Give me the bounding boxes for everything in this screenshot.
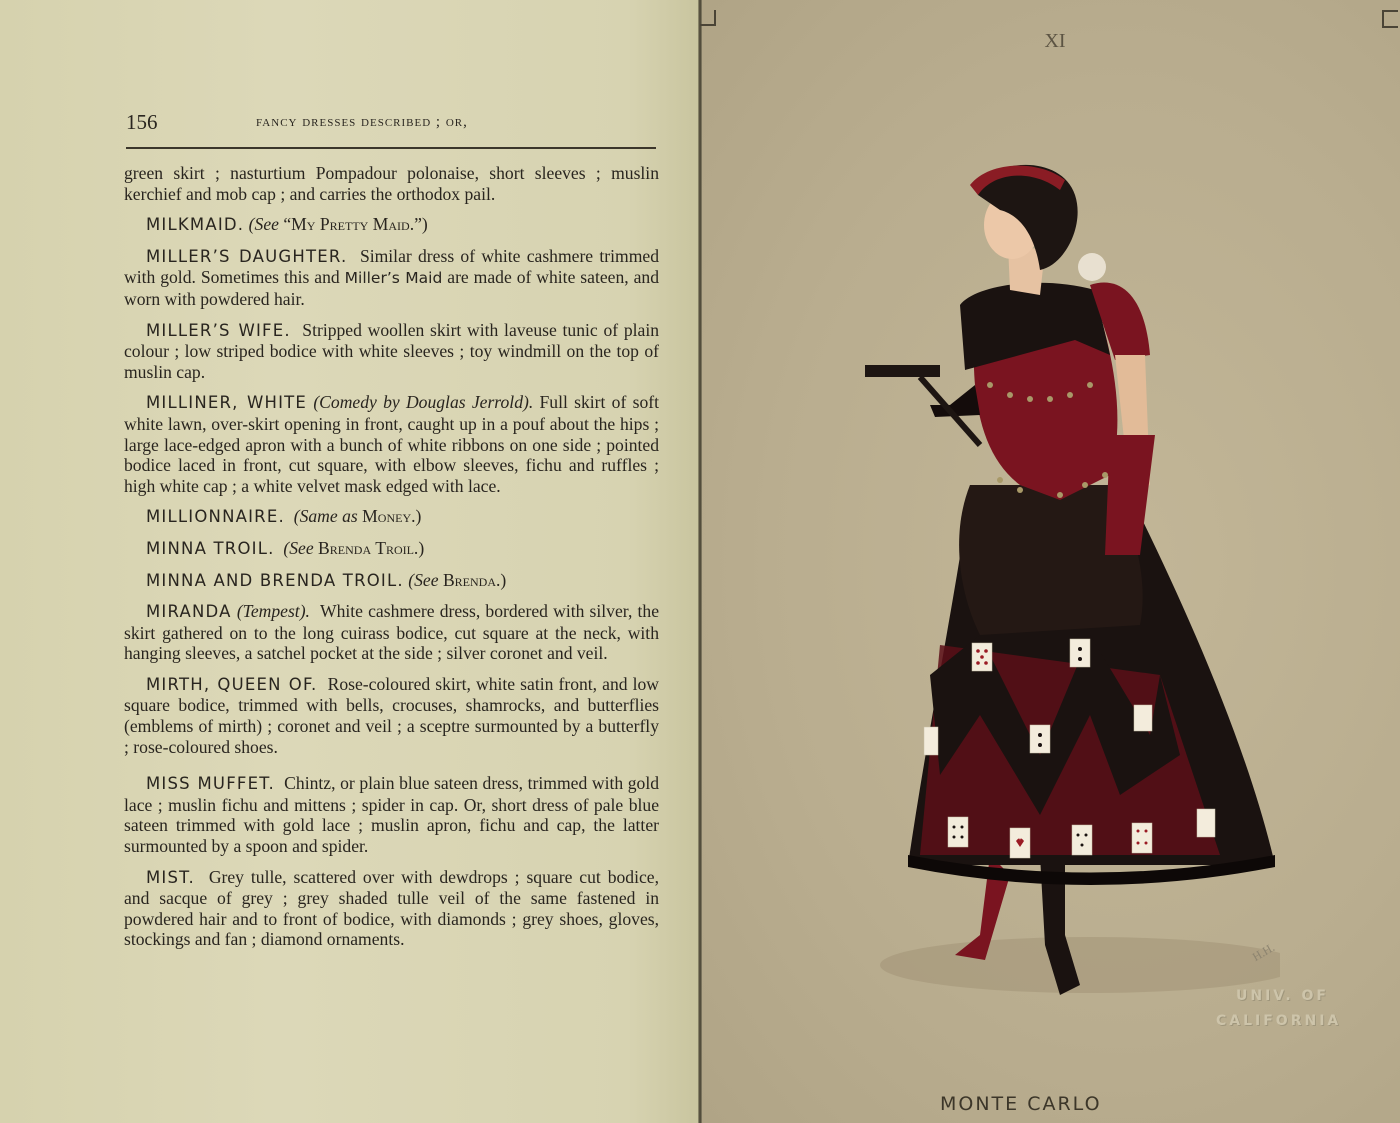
entry-note-prefix: (See [408,569,439,590]
plate-caption: MONTE CARLO [940,1093,1102,1115]
costume-illustration [860,155,1280,1015]
plate-number: XI [1044,30,1066,52]
crop-mark-top-left [700,10,716,26]
entry-body: White cashmere dress, bordered with silver, the skirt gathered on to the long cuirass bodice, cut square at the neck, with hanging sleeves, a satchel pocket at the side ; silver coronet and veil. [124,601,659,664]
card-fan-ornament [1078,253,1106,281]
entry-headword: MISS MUFFET. [146,774,275,794]
entry-body: Chintz, or plain blue sateen dress, trimmed with gold lace ; muslin fichu and mittens ; spider in cap. Or, short dress of pale blue sateen trimmed with gold lace ; muslin apron, fichu and cap, the latter surmounted by a spoon and spider. [124,773,660,857]
entry-millionnaire [124,506,659,528]
entry-headword: MILLINER, WHITE [146,393,308,413]
entry-headword: MIST. [146,867,195,887]
running-title: fancy dresses described ; or, [256,114,468,130]
crop-mark-top-right [1382,10,1398,28]
running-head [126,110,656,134]
entry-note-ref: Money.) [362,506,422,527]
entry-note: (Comedy by Douglas Jerrold). [313,392,534,413]
entry-body: Full skirt of soft white lawn, over-skirt opening in front, caught up in a pouf about the hips ; large lace-edged apron with a bunch of white ribbons on one side ; pointed bodice laced in front, cut square, with elbow sleeves, fichu and ruffles ; high white cap ; a white velvet mask edged with lace. [124,392,659,496]
header-rule [126,147,656,149]
library-stamp-line-2: CALIFORNIA [1216,1013,1342,1029]
artist-initials: H.H. [1249,940,1278,964]
entry-milliner-white [124,392,659,496]
entry-note-ref: “My Pretty Maid.”) [283,214,428,235]
entry-millers-wife [124,320,659,383]
entry-body: Rose-coloured skirt, white satin front, and low square bodice, trimmed with bells, crocuses, shamrocks, and butterflies (emblems of mirth) ; coronet and veil ; a sceptre surmounted by a butterfly ; rose-coloured shoes. [124,673,660,757]
entry-headword: MIRTH, QUEEN OF. [146,674,318,694]
entry-headword: MILLIONNAIRE. [146,507,285,527]
entry-headword: MILKMAID. [146,215,245,235]
entry-body-after: are made of white sateen, and worn with powdered hair. [124,267,659,309]
entry-headword: MILLER’S WIFE. [146,320,291,340]
entry-minna-and-brenda-troil [124,570,659,592]
croupier-rake-head [865,365,940,377]
entry-cross-ref: Miller’s Maid [344,269,443,288]
entry-body: Stripped woollen skirt with laveuse tunic of plain colour ; low striped bodice with white sleeves ; toy windmill on the top of muslin cap. [124,319,660,382]
entry-note-prefix: (See [248,214,279,235]
entry-mist [124,867,659,950]
entry-note-prefix: (See [283,537,314,558]
entry-miss-muffet [124,773,659,856]
entry-headword: MILLER’S DAUGHTER. [146,246,348,266]
page-number: 156 [126,110,158,134]
floor-shadow [880,937,1280,993]
entry-body: Grey tulle, scattered over with dewdrops ; square cut bodice, and sacque of grey ; grey shaded tulle veil of the same fastened in powdered hair and to front of bodice, with diamonds ; grey shoes, gloves, stockings and fan ; diamond ornaments. [124,866,660,950]
entry-headword: MIRANDA [146,602,232,622]
entry-miranda [124,601,659,664]
entry-body: Similar dress of white cashmere trimmed with gold. Sometimes this and [124,245,659,288]
entry-continuation [124,163,659,204]
entry-note-ref: Brenda Troil.) [318,537,425,558]
body-text [124,163,659,960]
library-stamp-line-1: UNIV. OF [1236,988,1329,1004]
entry-millers-daughter [124,246,659,310]
entry-headword: MINNA AND BRENDA TROIL. [146,570,404,590]
entry-milkmaid [124,214,659,236]
entry-note-ref: Brenda.) [442,569,507,590]
entry-minna-troil [124,538,659,560]
left-page [0,0,698,1123]
entry-note-prefix: (Same as [293,506,358,527]
entry-headword: MINNA TROIL. [146,538,275,558]
entry-note: (Tempest). [236,601,310,622]
entry-mirth-queen-of [124,674,659,757]
entry-body: green skirt ; nasturtium Pompadour polonaise, short sleeves ; muslin kerchief and mob cap ; and carries the orthodox pail. [124,163,659,204]
